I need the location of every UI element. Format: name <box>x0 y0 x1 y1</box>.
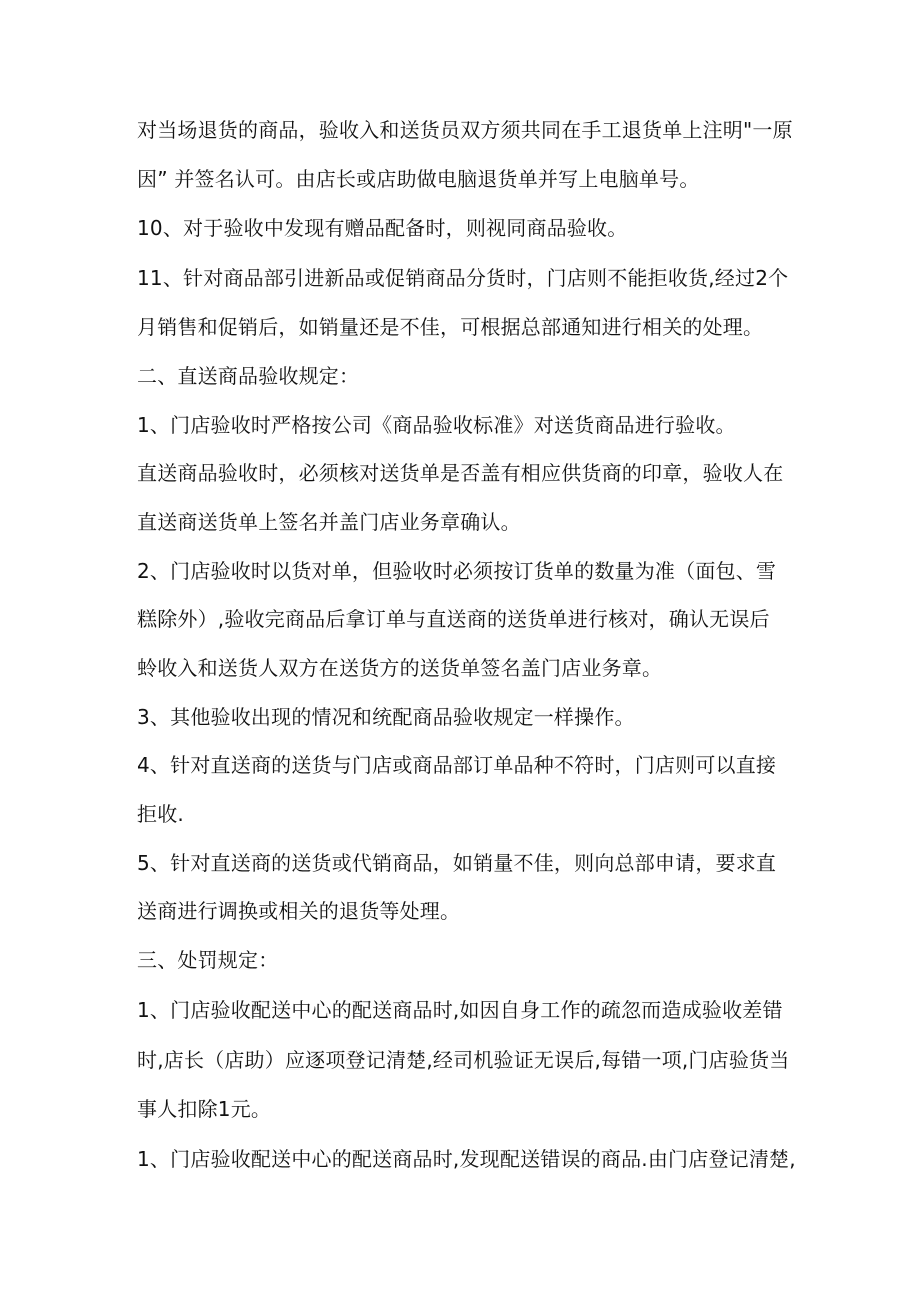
paragraph-line: 月销售和促销后，如销量还是不佳，可根据总部通知进行相关的处理。 <box>137 315 764 339</box>
paragraph-line: 因” 并签名认可。由店长或店助做电脑退货单并写上电脑单号。 <box>137 167 700 191</box>
paragraph-line: 拒收. <box>137 802 184 826</box>
paragraph-line: 1、门店验收时严格按公司《商品验收标准》对送货商品进行验收。 <box>137 413 736 437</box>
paragraph-line: 1、门店验收配送中心的配送商品时,如因自身工作的疏忽而造成验收差错 <box>137 998 783 1022</box>
paragraph-line: 5、针对直送商的送货或代销商品，如销量不佳，则向总部申请，要求直 <box>137 851 777 875</box>
paragraph-line: 事人扣除1元。 <box>137 1097 272 1121</box>
paragraph-line: 蛉收入和送货人双方在送货方的送货单签名盖门店业务章。 <box>137 656 663 680</box>
section-heading: 三、处罚规定： <box>137 948 279 972</box>
paragraph-line: 2、门店验收时以货对单，但验收时必须按订货单的数量为准（面包、雪 <box>137 559 777 583</box>
paragraph-line: 11、针对商品部引进新品或促销商品分货时，门店则不能拒收货,经过2个 <box>137 266 789 290</box>
paragraph-line: 1、门店验收配送中心的配送商品时,发现配送错误的商品.由门店登记清楚, <box>137 1147 796 1171</box>
paragraph-line: 时,店长（店助）应逐项登记清楚,经司机验证无误后,每错一项,门店验货当 <box>137 1048 790 1072</box>
paragraph-line: 3、其他验收出现的情况和统配商品验收规定一样操作。 <box>137 705 635 729</box>
paragraph-line: 对当场退货的商品，验收入和送货员双方须共同在手工退货单上注明"一原 <box>137 118 793 142</box>
paragraph-line: 送商进行调换或相关的退货等处理。 <box>137 899 461 923</box>
paragraph-line: 直送商送货单上签名并盖门店业务章确认。 <box>137 510 521 534</box>
paragraph-line: 4、针对直送商的送货与门店或商品部订单品种不符时，门店则可以直接 <box>137 753 777 777</box>
section-heading: 二、直送商品验收规定： <box>137 364 360 388</box>
paragraph-line: 糕除外）,验收完商品后拿订单与直送商的送货单进行核对，确认无误后 <box>137 607 770 631</box>
paragraph-line: 直送商品验收时，必须核对送货单是否盖有相应供货商的印章，验收人在 <box>137 461 784 485</box>
paragraph-line: 10、对于验收中发现有赠品配备时，则视同商品验收。 <box>137 216 628 240</box>
